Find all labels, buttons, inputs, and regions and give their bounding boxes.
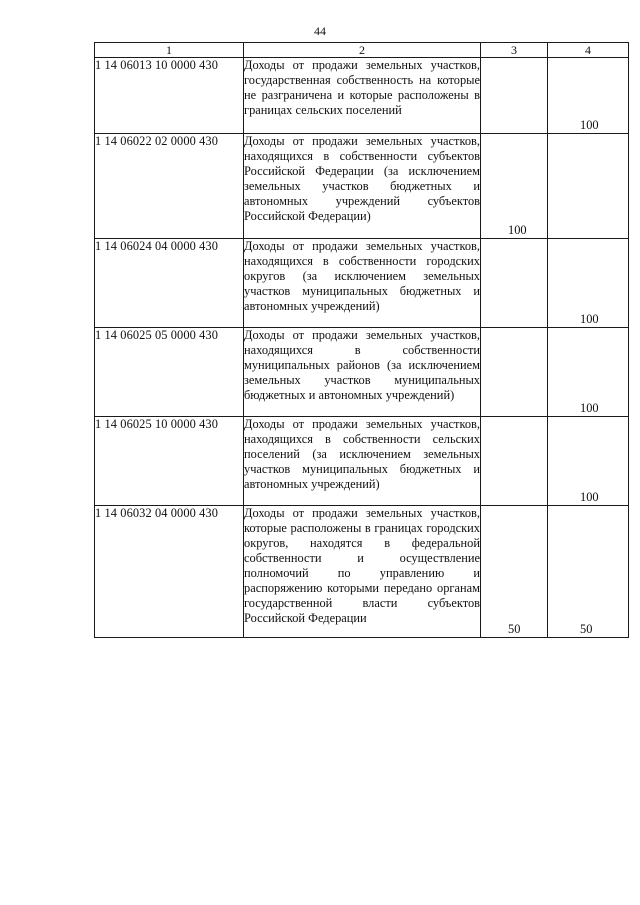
description-cell: Доходы от продажи земельных участков, находящихся в собственности сельских поселений (за исключением земельных участков муниципальных бюджетных и автономных учреждений) <box>244 417 481 506</box>
column-4-value: 100 <box>580 118 599 132</box>
column-4-cell <box>548 417 629 506</box>
column-3-cell <box>481 134 548 239</box>
column-4-cell <box>548 134 629 239</box>
column-3-value: 100 <box>508 223 527 237</box>
column-4-cell <box>548 239 629 328</box>
column-4-cell <box>548 58 629 134</box>
budget-code-cell: 1 14 06032 04 0000 430 <box>95 506 244 638</box>
revenue-table <box>94 42 629 638</box>
table-row <box>95 58 629 134</box>
column-4-value: 100 <box>580 401 599 415</box>
description-cell: Доходы от продажи земельных участков, находящихся в собственности муниципальных районов (за исключением земельных участков муниципальных бюджетных и автономных учреждений) <box>244 328 481 417</box>
column-3-value: 50 <box>508 622 521 636</box>
table-row <box>95 417 629 506</box>
description-cell: Доходы от продажи земельных участков, которые расположены в границах городских округов, находятся в федеральной собственности и осуществление полномочий по управлению и распоряжению которыми передано органам государственной власти субъектов Российской Федерации <box>244 506 481 638</box>
description-cell: Доходы от продажи земельных участков, государственная собственность на которые не разграничена и которые расположены в границах сельских поселений <box>244 58 481 134</box>
table-row <box>95 328 629 417</box>
column-header-2: 2 <box>244 43 481 58</box>
column-4-value: 100 <box>580 312 599 326</box>
budget-code-cell: 1 14 06013 10 0000 430 <box>95 58 244 134</box>
description-cell: Доходы от продажи земельных участков, находящихся в собственности субъектов Российской Федерации (за исключением земельных участков бюджетных и автономных учреждений субъектов Российской Федерации) <box>244 134 481 239</box>
column-header-4: 4 <box>548 43 629 58</box>
column-3-cell <box>481 58 548 134</box>
column-4-value: 100 <box>580 490 599 504</box>
budget-code-cell: 1 14 06025 05 0000 430 <box>95 328 244 417</box>
column-4-value: 50 <box>580 622 593 636</box>
table-header-row <box>95 43 629 58</box>
page-number: 44 <box>314 24 326 38</box>
column-header-3: 3 <box>481 43 548 58</box>
column-3-cell <box>481 239 548 328</box>
column-header-1: 1 <box>95 43 244 58</box>
table-row <box>95 239 629 328</box>
budget-code-cell: 1 14 06024 04 0000 430 <box>95 239 244 328</box>
column-4-cell <box>548 506 629 638</box>
column-3-cell <box>481 328 548 417</box>
table-row <box>95 506 629 638</box>
budget-code-cell: 1 14 06022 02 0000 430 <box>95 134 244 239</box>
column-3-cell <box>481 506 548 638</box>
table-row <box>95 134 629 239</box>
column-4-cell <box>548 328 629 417</box>
description-cell: Доходы от продажи земельных участков, находящихся в собственности городских округов (за исключением земельных участков муниципальных бюджетных и автономных учреждений) <box>244 239 481 328</box>
budget-code-cell: 1 14 06025 10 0000 430 <box>95 417 244 506</box>
column-3-cell <box>481 417 548 506</box>
